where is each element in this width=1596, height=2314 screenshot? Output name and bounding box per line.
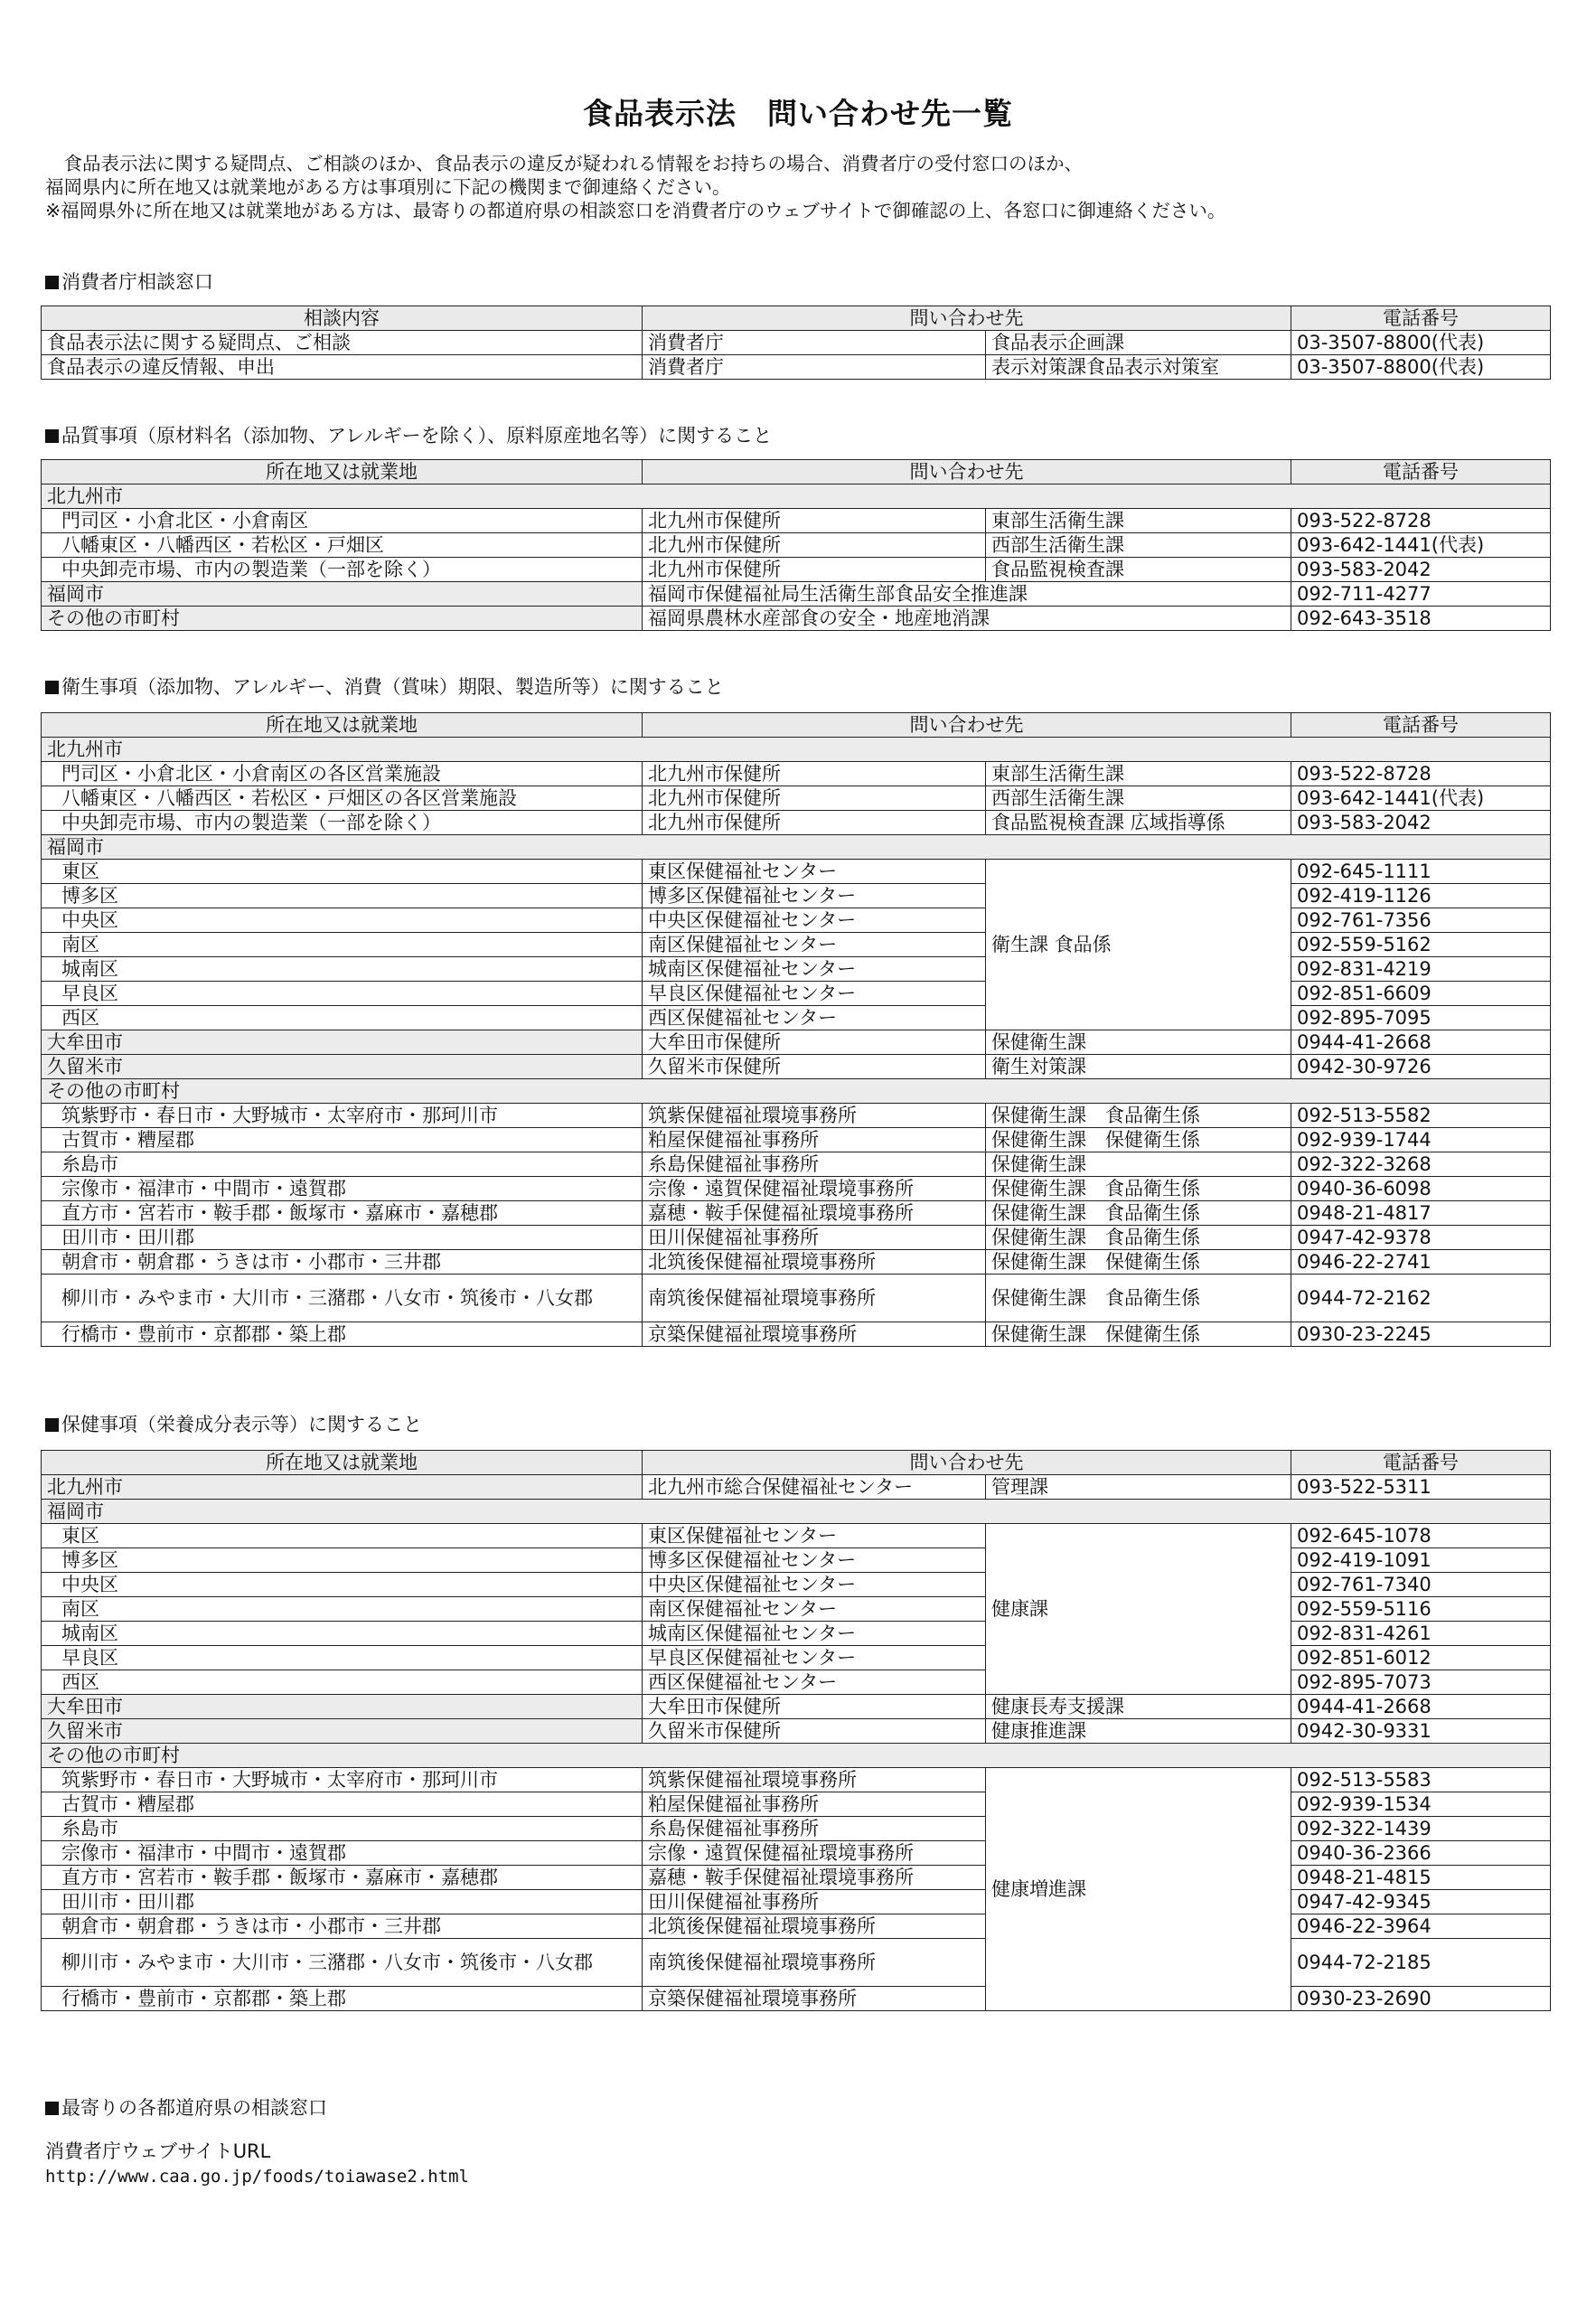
cell: 粕屋保健福祉事務所 bbox=[643, 1792, 986, 1817]
table-row bbox=[42, 957, 1551, 982]
cell: 食品表示企画課 bbox=[986, 331, 1291, 355]
cell: 宗像市・福津市・中間市・遠賀郡 bbox=[42, 1177, 643, 1201]
cell: その他の市町村 bbox=[42, 607, 643, 631]
cell: 南筑後保健福祉環境事務所 bbox=[643, 1939, 986, 1987]
cell: 早良区 bbox=[42, 1646, 643, 1670]
cell: 京築保健福祉環境事務所 bbox=[643, 1322, 986, 1347]
footer bbox=[45, 2095, 469, 2189]
cell: 城南区保健福祉センター bbox=[643, 1622, 986, 1646]
table-row bbox=[42, 1006, 1551, 1030]
page-title: 食品表示法 問い合わせ先一覧 bbox=[583, 96, 1013, 131]
cell: 大牟田市保健所 bbox=[643, 1030, 986, 1055]
table-row bbox=[42, 1055, 1551, 1079]
square-bullet-icon bbox=[45, 276, 59, 289]
table-row bbox=[42, 1548, 1551, 1573]
phone-cell: 0942-30-9726 bbox=[1291, 1055, 1551, 1079]
table-row bbox=[42, 1914, 1551, 1939]
cell: 久留米市保健所 bbox=[643, 1719, 986, 1744]
cell: 大牟田市 bbox=[42, 1695, 643, 1719]
table-row bbox=[42, 1987, 1551, 2011]
section-heading-caa: 消費者庁相談窓口 bbox=[45, 268, 213, 295]
cell: 中央区 bbox=[42, 1573, 643, 1597]
table-row bbox=[42, 1939, 1551, 1987]
intro-text bbox=[45, 152, 1563, 222]
cell: 博多区保健福祉センター bbox=[643, 884, 986, 908]
footer-url-link[interactable]: http://www.caa.go.jp/foods/toiawase2.html bbox=[45, 2167, 469, 2187]
phone-cell: 093-642-1441(代表) bbox=[1291, 533, 1551, 558]
cell: 粕屋保健福祉事務所 bbox=[643, 1128, 986, 1152]
table-row bbox=[42, 509, 1551, 533]
phone-cell: 0948-21-4817 bbox=[1291, 1201, 1551, 1226]
table-row bbox=[42, 1128, 1551, 1152]
cell: 健康増進課 bbox=[986, 1768, 1291, 2011]
phone-cell: 092-711-4277 bbox=[1291, 582, 1551, 607]
phone-cell: 093-583-2042 bbox=[1291, 811, 1551, 835]
table-row bbox=[42, 1250, 1551, 1275]
column-header: 所在地又は就業地 bbox=[42, 1451, 643, 1475]
cell: 門司区・小倉北区・小倉南区の各区営業施設 bbox=[42, 762, 643, 786]
cell: 南筑後保健福祉環境事務所 bbox=[643, 1275, 986, 1322]
cell: 保健衛生課 食品衛生係 bbox=[986, 1226, 1291, 1250]
table-row bbox=[42, 533, 1551, 558]
cell: 行橋市・豊前市・京都郡・築上郡 bbox=[42, 1322, 643, 1347]
group-row bbox=[42, 1500, 1551, 1524]
cell: 北九州市保健所 bbox=[643, 762, 986, 786]
table-row bbox=[42, 786, 1551, 811]
column-header: 電話番号 bbox=[1291, 306, 1551, 331]
cell: 久留米市保健所 bbox=[643, 1055, 986, 1079]
cell: 食品表示法に関する疑問点、ご相談 bbox=[42, 331, 643, 355]
table-row bbox=[42, 933, 1551, 957]
table-row bbox=[42, 355, 1551, 380]
group-row bbox=[42, 738, 1551, 762]
table-row bbox=[42, 1201, 1551, 1226]
group-row bbox=[42, 835, 1551, 860]
phone-cell: 092-895-7073 bbox=[1291, 1670, 1551, 1695]
cell: 朝倉市・朝倉郡・うきは市・小郡市・三井郡 bbox=[42, 1914, 643, 1939]
table-header-row bbox=[42, 306, 1551, 331]
table-row bbox=[42, 1177, 1551, 1201]
phone-cell: 092-831-4261 bbox=[1291, 1622, 1551, 1646]
cell: 保健衛生課 食品衛生係 bbox=[986, 1177, 1291, 1201]
cell: 食品表示の違反情報、申出 bbox=[42, 355, 643, 380]
phone-cell: 093-642-1441(代表) bbox=[1291, 786, 1551, 811]
phone-cell: 0930-23-2690 bbox=[1291, 1987, 1551, 2011]
cell: 大牟田市保健所 bbox=[643, 1695, 986, 1719]
phone-cell: 092-851-6609 bbox=[1291, 982, 1551, 1006]
phone-cell: 0944-41-2668 bbox=[1291, 1030, 1551, 1055]
cell: 表示対策課食品表示対策室 bbox=[986, 355, 1291, 380]
cell: 中央卸売市場、市内の製造業（一部を除く） bbox=[42, 811, 643, 835]
phone-cell: 092-513-5583 bbox=[1291, 1768, 1551, 1792]
cell: 保健衛生課 保健衛生係 bbox=[986, 1322, 1291, 1347]
group-label: 福岡市 bbox=[42, 1500, 1551, 1524]
phone-cell: 0930-23-2245 bbox=[1291, 1322, 1551, 1347]
section-heading-hygiene: 衛生事項（添加物、アレルギー、消費（賞味）期限、製造所等）に関すること bbox=[45, 673, 724, 700]
phone-cell: 092-643-3518 bbox=[1291, 607, 1551, 631]
cell: 北九州市 bbox=[42, 1475, 643, 1500]
cell: 保健衛生課 食品衛生係 bbox=[986, 1275, 1291, 1322]
phone-cell: 092-322-3268 bbox=[1291, 1152, 1551, 1177]
cell: 保健衛生課 保健衛生係 bbox=[986, 1128, 1291, 1152]
cell: 福岡市 bbox=[42, 582, 643, 607]
phone-cell: 092-895-7095 bbox=[1291, 1006, 1551, 1030]
group-row bbox=[42, 484, 1551, 509]
column-header: 電話番号 bbox=[1291, 713, 1551, 738]
cell: 中央区保健福祉センター bbox=[643, 1573, 986, 1597]
cell: 東部生活衛生課 bbox=[986, 509, 1291, 533]
cell: 古賀市・糟屋郡 bbox=[42, 1792, 643, 1817]
section-heading-health: 保健事項（栄養成分表示等）に関すること bbox=[45, 1410, 422, 1437]
cell: 八幡東区・八幡西区・若松区・戸畑区 bbox=[42, 533, 643, 558]
column-header: 所在地又は就業地 bbox=[42, 460, 643, 484]
cell: 北九州市総合保健福祉センター bbox=[643, 1475, 986, 1500]
cell: 健康推進課 bbox=[986, 1719, 1291, 1744]
phone-cell: 03-3507-8800(代表) bbox=[1291, 331, 1551, 355]
cell: 消費者庁 bbox=[643, 355, 986, 380]
square-bullet-icon bbox=[45, 429, 59, 443]
cell: 田川市・田川郡 bbox=[42, 1890, 643, 1914]
phone-cell: 0940-36-2366 bbox=[1291, 1841, 1551, 1866]
cell: 南区保健福祉センター bbox=[643, 933, 986, 957]
cell: 直方市・宮若市・鞍手郡・飯塚市・嘉麻市・嘉穂郡 bbox=[42, 1201, 643, 1226]
cell: 東区保健福祉センター bbox=[643, 1524, 986, 1548]
cell: 行橋市・豊前市・京都郡・築上郡 bbox=[42, 1987, 643, 2011]
table-row bbox=[42, 1226, 1551, 1250]
phone-cell: 092-939-1534 bbox=[1291, 1792, 1551, 1817]
cell: 南区保健福祉センター bbox=[643, 1597, 986, 1622]
table-row bbox=[42, 1646, 1551, 1670]
cell: 宗像・遠賀保健福祉環境事務所 bbox=[643, 1177, 986, 1201]
phone-cell: 093-522-8728 bbox=[1291, 509, 1551, 533]
square-bullet-icon bbox=[45, 681, 59, 694]
phone-cell: 0944-72-2162 bbox=[1291, 1275, 1551, 1322]
section-heading-quality: 品質事項（原材料名（添加物、アレルギーを除く）、原料原産地名等）に関すること bbox=[45, 421, 772, 448]
phone-cell: 092-645-1078 bbox=[1291, 1524, 1551, 1548]
phone-cell: 0947-42-9378 bbox=[1291, 1226, 1551, 1250]
square-bullet-icon bbox=[45, 2102, 59, 2115]
cell: 西部生活衛生課 bbox=[986, 786, 1291, 811]
cell: 大牟田市 bbox=[42, 1030, 643, 1055]
table-row bbox=[42, 1524, 1551, 1548]
cell: 健康長寿支援課 bbox=[986, 1695, 1291, 1719]
cell: 中央区 bbox=[42, 908, 643, 933]
cell: 早良区 bbox=[42, 982, 643, 1006]
cell: 田川保健福祉事務所 bbox=[643, 1890, 986, 1914]
intro-line: 福岡県内に所在地又は就業地がある方は事項別に下記の機関まで御連絡ください。 bbox=[45, 176, 731, 198]
cell: 保健衛生課 保健衛生係 bbox=[986, 1250, 1291, 1275]
cell: 健康課 bbox=[986, 1524, 1291, 1695]
table-row bbox=[42, 607, 1551, 631]
phone-cell: 0946-22-2741 bbox=[1291, 1250, 1551, 1275]
cell: 田川市・田川郡 bbox=[42, 1226, 643, 1250]
cell: 糸島保健福祉事務所 bbox=[643, 1817, 986, 1841]
table-header-row bbox=[42, 460, 1551, 484]
column-header: 問い合わせ先 bbox=[643, 713, 1291, 738]
cell: 北九州市保健所 bbox=[643, 811, 986, 835]
column-header: 問い合わせ先 bbox=[643, 460, 1291, 484]
table-row bbox=[42, 1670, 1551, 1695]
cell: 筑紫保健福祉環境事務所 bbox=[643, 1768, 986, 1792]
column-header: 問い合わせ先 bbox=[643, 306, 1291, 331]
column-header: 電話番号 bbox=[1291, 460, 1551, 484]
column-header: 電話番号 bbox=[1291, 1451, 1551, 1475]
intro-line: 食品表示法に関する疑問点、ご相談のほか、食品表示の違反が疑われる情報をお持ちの場合、消費者庁の受付窓口のほか、 bbox=[45, 153, 1083, 174]
cell: 朝倉市・朝倉郡・うきは市・小郡市・三井郡 bbox=[42, 1250, 643, 1275]
cell: 保健衛生課 bbox=[986, 1030, 1291, 1055]
phone-cell: 03-3507-8800(代表) bbox=[1291, 355, 1551, 380]
cell: 西区保健福祉センター bbox=[643, 1670, 986, 1695]
cell: 城南区 bbox=[42, 1622, 643, 1646]
cell: 城南区 bbox=[42, 957, 643, 982]
table-row bbox=[42, 558, 1551, 582]
table-row bbox=[42, 1695, 1551, 1719]
table-row bbox=[42, 1475, 1551, 1500]
phone-cell: 0946-22-3964 bbox=[1291, 1914, 1551, 1939]
table-row bbox=[42, 582, 1551, 607]
table-hygiene bbox=[41, 712, 1551, 1347]
cell: 嘉穂・鞍手保健福祉環境事務所 bbox=[643, 1866, 986, 1890]
cell: 久留米市 bbox=[42, 1719, 643, 1744]
phone-cell: 092-939-1744 bbox=[1291, 1128, 1551, 1152]
group-label: その他の市町村 bbox=[42, 1744, 1551, 1768]
phone-cell: 092-761-7340 bbox=[1291, 1573, 1551, 1597]
group-label: 北九州市 bbox=[42, 738, 1551, 762]
square-bullet-icon bbox=[45, 1418, 59, 1432]
cell: 博多区 bbox=[42, 884, 643, 908]
phone-cell: 0940-36-6098 bbox=[1291, 1177, 1551, 1201]
cell: 衛生対策課 bbox=[986, 1055, 1291, 1079]
group-label: その他の市町村 bbox=[42, 1079, 1551, 1104]
cell: 博多区 bbox=[42, 1548, 643, 1573]
table-row bbox=[42, 1275, 1551, 1322]
cell: 筑紫野市・春日市・大野城市・太宰府市・那珂川市 bbox=[42, 1104, 643, 1128]
table-row bbox=[42, 811, 1551, 835]
table-row bbox=[42, 1841, 1551, 1866]
cell: 西部生活衛生課 bbox=[986, 533, 1291, 558]
cell: 筑紫野市・春日市・大野城市・太宰府市・那珂川市 bbox=[42, 1768, 643, 1792]
cell: 食品監視検査課 広域指導係 bbox=[986, 811, 1291, 835]
phone-cell: 0948-21-4815 bbox=[1291, 1866, 1551, 1890]
phone-cell: 093-522-8728 bbox=[1291, 762, 1551, 786]
table-caa bbox=[41, 306, 1551, 380]
cell: 中央卸売市場、市内の製造業（一部を除く） bbox=[42, 558, 643, 582]
cell: 北筑後保健福祉環境事務所 bbox=[643, 1250, 986, 1275]
cell: 保健衛生課 bbox=[986, 1152, 1291, 1177]
cell: 宗像市・福津市・中間市・遠賀郡 bbox=[42, 1841, 643, 1866]
footer-label: 消費者庁ウェブサイトURL bbox=[45, 2140, 271, 2162]
cell: 北九州市保健所 bbox=[643, 533, 986, 558]
cell: 糸島市 bbox=[42, 1152, 643, 1177]
table-row bbox=[42, 1817, 1551, 1841]
group-label: 福岡市 bbox=[42, 835, 1551, 860]
phone-cell: 0942-30-9331 bbox=[1291, 1719, 1551, 1744]
cell: 筑紫保健福祉環境事務所 bbox=[643, 1104, 986, 1128]
cell: 保健衛生課 食品衛生係 bbox=[986, 1201, 1291, 1226]
table-row bbox=[42, 1597, 1551, 1622]
cell: 東区保健福祉センター bbox=[643, 860, 986, 884]
group-row bbox=[42, 1744, 1551, 1768]
phone-cell: 093-583-2042 bbox=[1291, 558, 1551, 582]
table-row bbox=[42, 1030, 1551, 1055]
phone-cell: 0944-41-2668 bbox=[1291, 1695, 1551, 1719]
column-header: 問い合わせ先 bbox=[643, 1451, 1291, 1475]
cell: 糸島市 bbox=[42, 1817, 643, 1841]
cell: 北九州市保健所 bbox=[643, 558, 986, 582]
cell: 衛生課 食品係 bbox=[986, 860, 1291, 1030]
cell: 北九州市保健所 bbox=[643, 509, 986, 533]
table-row bbox=[42, 1152, 1551, 1177]
phone-cell: 092-419-1091 bbox=[1291, 1548, 1551, 1573]
cell: 南区 bbox=[42, 933, 643, 957]
cell: 北筑後保健福祉環境事務所 bbox=[643, 1914, 986, 1939]
table-row bbox=[42, 860, 1551, 884]
cell: 門司区・小倉北区・小倉南区 bbox=[42, 509, 643, 533]
phone-cell: 092-761-7356 bbox=[1291, 908, 1551, 933]
footer-heading: 最寄りの各都道府県の相談窓口 bbox=[45, 2095, 469, 2121]
cell: 柳川市・みやま市・大川市・三潴郡・八女市・筑後市・八女郡 bbox=[42, 1939, 643, 1987]
phone-cell: 092-645-1111 bbox=[1291, 860, 1551, 884]
cell: 西区 bbox=[42, 1670, 643, 1695]
cell: 博多区保健福祉センター bbox=[643, 1548, 986, 1573]
group-label: 北九州市 bbox=[42, 484, 1551, 509]
phone-cell: 092-322-1439 bbox=[1291, 1817, 1551, 1841]
table-row bbox=[42, 762, 1551, 786]
cell: 消費者庁 bbox=[643, 331, 986, 355]
cell: 中央区保健福祉センター bbox=[643, 908, 986, 933]
table-row bbox=[42, 982, 1551, 1006]
phone-cell: 092-419-1126 bbox=[1291, 884, 1551, 908]
cell: 宗像・遠賀保健福祉環境事務所 bbox=[643, 1841, 986, 1866]
table-row bbox=[42, 331, 1551, 355]
cell: 城南区保健福祉センター bbox=[643, 957, 986, 982]
table-row bbox=[42, 1322, 1551, 1347]
table-row bbox=[42, 1890, 1551, 1914]
cell: 西区保健福祉センター bbox=[643, 1006, 986, 1030]
cell: 早良区保健福祉センター bbox=[643, 1646, 986, 1670]
table-row bbox=[42, 884, 1551, 908]
table-row bbox=[42, 1573, 1551, 1597]
cell: 西区 bbox=[42, 1006, 643, 1030]
table-row bbox=[42, 1104, 1551, 1128]
cell: 管理課 bbox=[986, 1475, 1291, 1500]
cell: 京築保健福祉環境事務所 bbox=[643, 1987, 986, 2011]
table-row bbox=[42, 1719, 1551, 1744]
table-row bbox=[42, 1768, 1551, 1792]
table-quality bbox=[41, 459, 1551, 631]
cell: 保健衛生課 食品衛生係 bbox=[986, 1104, 1291, 1128]
column-header: 所在地又は就業地 bbox=[42, 713, 643, 738]
phone-cell: 092-831-4219 bbox=[1291, 957, 1551, 982]
table-header-row bbox=[42, 713, 1551, 738]
table-row bbox=[42, 1792, 1551, 1817]
cell: 東区 bbox=[42, 860, 643, 884]
cell: 嘉穂・鞍手保健福祉環境事務所 bbox=[643, 1201, 986, 1226]
cell: 田川保健福祉事務所 bbox=[643, 1226, 986, 1250]
table-health bbox=[41, 1450, 1551, 2011]
cell: 食品監視検査課 bbox=[986, 558, 1291, 582]
cell: 福岡市保健福祉局生活衛生部食品安全推進課 bbox=[643, 582, 1291, 607]
phone-cell: 092-851-6012 bbox=[1291, 1646, 1551, 1670]
cell: 久留米市 bbox=[42, 1055, 643, 1079]
group-row bbox=[42, 1079, 1551, 1104]
phone-cell: 0944-72-2185 bbox=[1291, 1939, 1551, 1987]
cell: 北九州市保健所 bbox=[643, 786, 986, 811]
phone-cell: 0947-42-9345 bbox=[1291, 1890, 1551, 1914]
cell: 東区 bbox=[42, 1524, 643, 1548]
table-row bbox=[42, 908, 1551, 933]
intro-line: ※福岡県外に所在地又は就業地がある方は、最寄りの都道府県の相談窓口を消費者庁のウェブサイトで御確認の上、各窓口に御連絡ください。 bbox=[45, 200, 1226, 221]
cell: 直方市・宮若市・鞍手郡・飯塚市・嘉麻市・嘉穂郡 bbox=[42, 1866, 643, 1890]
phone-cell: 092-513-5582 bbox=[1291, 1104, 1551, 1128]
column-header: 相談内容 bbox=[42, 306, 643, 331]
cell: 南区 bbox=[42, 1597, 643, 1622]
table-header-row bbox=[42, 1451, 1551, 1475]
cell: 八幡東区・八幡西区・若松区・戸畑区の各区営業施設 bbox=[42, 786, 643, 811]
cell: 早良区保健福祉センター bbox=[643, 982, 986, 1006]
cell: 東部生活衛生課 bbox=[986, 762, 1291, 786]
cell: 古賀市・糟屋郡 bbox=[42, 1128, 643, 1152]
phone-cell: 093-522-5311 bbox=[1291, 1475, 1551, 1500]
table-row bbox=[42, 1866, 1551, 1890]
phone-cell: 092-559-5116 bbox=[1291, 1597, 1551, 1622]
table-row bbox=[42, 1622, 1551, 1646]
cell: 柳川市・みやま市・大川市・三潴郡・八女市・筑後市・八女郡 bbox=[42, 1275, 643, 1322]
phone-cell: 092-559-5162 bbox=[1291, 933, 1551, 957]
cell: 糸島保健福祉事務所 bbox=[643, 1152, 986, 1177]
cell: 福岡県農林水産部食の安全・地産地消課 bbox=[643, 607, 1291, 631]
